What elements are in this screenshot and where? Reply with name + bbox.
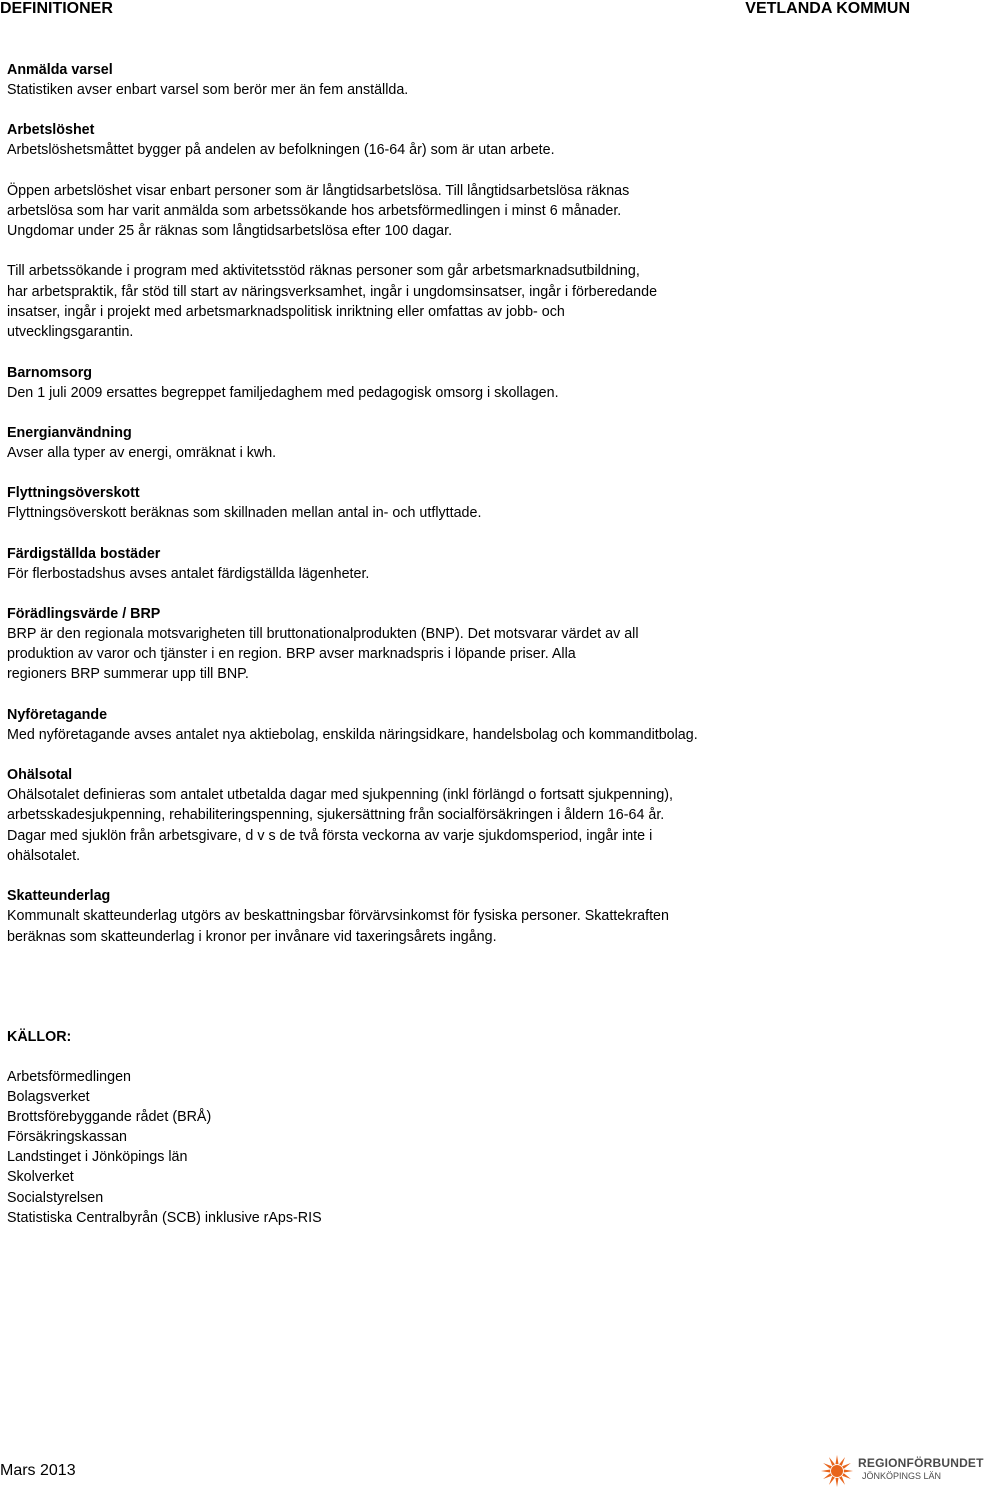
- definition-section: [7, 483, 727, 523]
- definition-text-line: Till arbetssökande i program med aktivitetsstöd räknas personer som går arbetsmarknadsutbildning,: [7, 263, 640, 280]
- logo-ray: [823, 1463, 832, 1469]
- definition-text-line: BRP är den regionala motsvarigheten till bruttonationalprodukten (BNP). Det motsvarar värdet av all: [7, 625, 639, 642]
- definition-text-line: Ohälsotalet definieras som antalet utbetalda dagar med sjukpenning (inkl förlängd o fortsatt sjukpenning),: [7, 787, 673, 804]
- definition-subparagraph: [7, 261, 727, 342]
- definition-title: Nyföretagande: [7, 706, 108, 723]
- definition-title: Flyttningsöverskott: [7, 485, 140, 502]
- definition-text-line: beräknas som skatteunderlag i kronor per invånare vid taxeringsårets ingång.: [7, 928, 497, 945]
- logo-ray: [829, 1476, 835, 1485]
- definition-section: [7, 120, 727, 160]
- source-item: Skolverket: [7, 1169, 74, 1186]
- logo-name: REGIONFÖRBUNDET: [858, 1456, 984, 1470]
- logo-subtitle: JÖNKÖPINGS LÄN: [862, 1471, 942, 1481]
- source-item: Socialstyrelsen: [7, 1189, 104, 1206]
- logo-ray: [839, 1476, 845, 1485]
- definition-text-line: arbetslösa som har varit anmälda som arbetssökande hos arbetsförmedlingen i minst 6 månader.: [7, 202, 622, 219]
- definition-text-line: utvecklingsgarantin.: [7, 324, 134, 341]
- definition-text-line: produktion av varor och tjänster i en region. BRP avser marknadspris i löpande priser. Alla: [7, 646, 576, 663]
- definition-text-line: Med nyföretagande avses antalet nya aktiebolag, enskilda näringsidkare, handelsbolag och kommanditbolag.: [7, 726, 698, 743]
- definition-text-line: Ungdomar under 25 år räknas som långtidsarbetslösa efter 100 dagar.: [7, 223, 453, 240]
- definition-text-line: Den 1 juli 2009 ersattes begreppet familjedaghem med pedagogisk omsorg i skollagen.: [7, 384, 559, 401]
- definition-text-line: Avser alla typer av energi, omräknat i kwh.: [7, 444, 277, 461]
- definition-text-line: Statistiken avser enbart varsel som berör mer än fem anställda.: [7, 82, 409, 98]
- regionforbundet-logo: [818, 1452, 984, 1488]
- definition-section: [7, 363, 727, 403]
- definition-text-line: arbetsskadesjukpenning, rehabiliteringspenning, sjukersättning från socialförsäkringen i åldern 16-64 år.: [7, 807, 665, 824]
- logo-center: [831, 1465, 843, 1477]
- definition-title: Ohälsotal: [7, 767, 73, 784]
- definitions-content: [7, 60, 727, 967]
- definition-text-line: Dagar med sjuklön från arbetsgivare, d v s de två första veckorna av varje sjukdomsperiod, ingår inte i: [7, 827, 653, 844]
- source-item: Arbetsförmedlingen: [7, 1069, 131, 1085]
- logo-ray: [829, 1457, 835, 1466]
- definition-title: Skatteunderlag: [7, 888, 111, 905]
- logo-ray: [823, 1473, 832, 1479]
- source-item: Statistiska Centralbyrån (SCB) inklusive rAps-RIS: [7, 1209, 322, 1226]
- page-header: [0, 0, 960, 26]
- source-item: Försäkringskassan: [7, 1129, 127, 1146]
- definition-title: Färdigställda bostäder: [7, 545, 161, 562]
- definition-section: [7, 423, 727, 463]
- definition-subparagraph: [7, 181, 727, 242]
- definition-text-line: Arbetslöshetsmåttet bygger på andelen av befolkningen (16-64 år) som är utan arbete.: [7, 142, 555, 159]
- logo-ray: [835, 1455, 838, 1464]
- definition-title: Förädlingsvärde / BRP: [7, 605, 161, 622]
- source-item: Bolagsverket: [7, 1089, 90, 1106]
- definition-text-line: Öppen arbetslöshet visar enbart personer som är långtidsarbetslösa. Till långtidsarbetslösa räknas: [7, 182, 630, 199]
- definition-text-line: har arbetspraktik, får stöd till start av näringsverksamhet, ingår i ungdomsinsatser, ingår i förberedande: [7, 283, 658, 300]
- definition-text-line: insatser, ingår i projekt med arbetsmarknadspolitisk inriktning eller omfattas av jobb- och: [7, 304, 565, 321]
- definition-title: Anmälda varsel: [7, 62, 113, 78]
- definition-section: [7, 60, 727, 100]
- logo-ray: [835, 1478, 838, 1487]
- sources-title: KÄLLOR:: [7, 1029, 72, 1045]
- definition-text-line: För flerbostadshus avses antalet färdigställda lägenheter.: [7, 565, 370, 582]
- source-item: Brottsförebyggande rådet (BRÅ): [7, 1109, 212, 1126]
- logo-ray: [842, 1473, 851, 1479]
- definition-section: [7, 886, 727, 947]
- definition-text-line: Flyttningsöverskott beräknas som skillnaden mellan antal in- och utflyttade.: [7, 505, 482, 522]
- logo-sun-icon: [818, 1452, 856, 1488]
- definition-section: [7, 604, 727, 685]
- definition-text-line: ohälsotalet.: [7, 847, 81, 864]
- header-title: DEFINITIONER: [0, 0, 113, 17]
- definition-text-line: regioners BRP summerar upp till BNP.: [7, 666, 249, 683]
- logo-ray: [844, 1469, 853, 1472]
- header-municipality: VETLANDA KOMMUN: [745, 0, 910, 17]
- definition-title: Energianvändning: [7, 424, 132, 441]
- definition-section: [7, 544, 727, 584]
- definition-title: Arbetslöshet: [7, 122, 95, 139]
- definition-title: Barnomsorg: [7, 364, 92, 381]
- logo-ray: [821, 1469, 830, 1472]
- sources-section: [7, 1027, 322, 1228]
- logo-ray: [842, 1463, 851, 1469]
- footer-date: Mars 2013: [0, 1462, 76, 1479]
- definition-section: [7, 765, 727, 866]
- logo-ray: [839, 1457, 845, 1466]
- source-item: Landstinget i Jönköpings län: [7, 1149, 188, 1166]
- sources-list: [7, 1067, 322, 1228]
- definition-text-line: Kommunalt skatteunderlag utgörs av beskattningsbar förvärvsinkomst för fysiska personer. Skattekraften: [7, 908, 669, 925]
- definition-section: [7, 705, 727, 745]
